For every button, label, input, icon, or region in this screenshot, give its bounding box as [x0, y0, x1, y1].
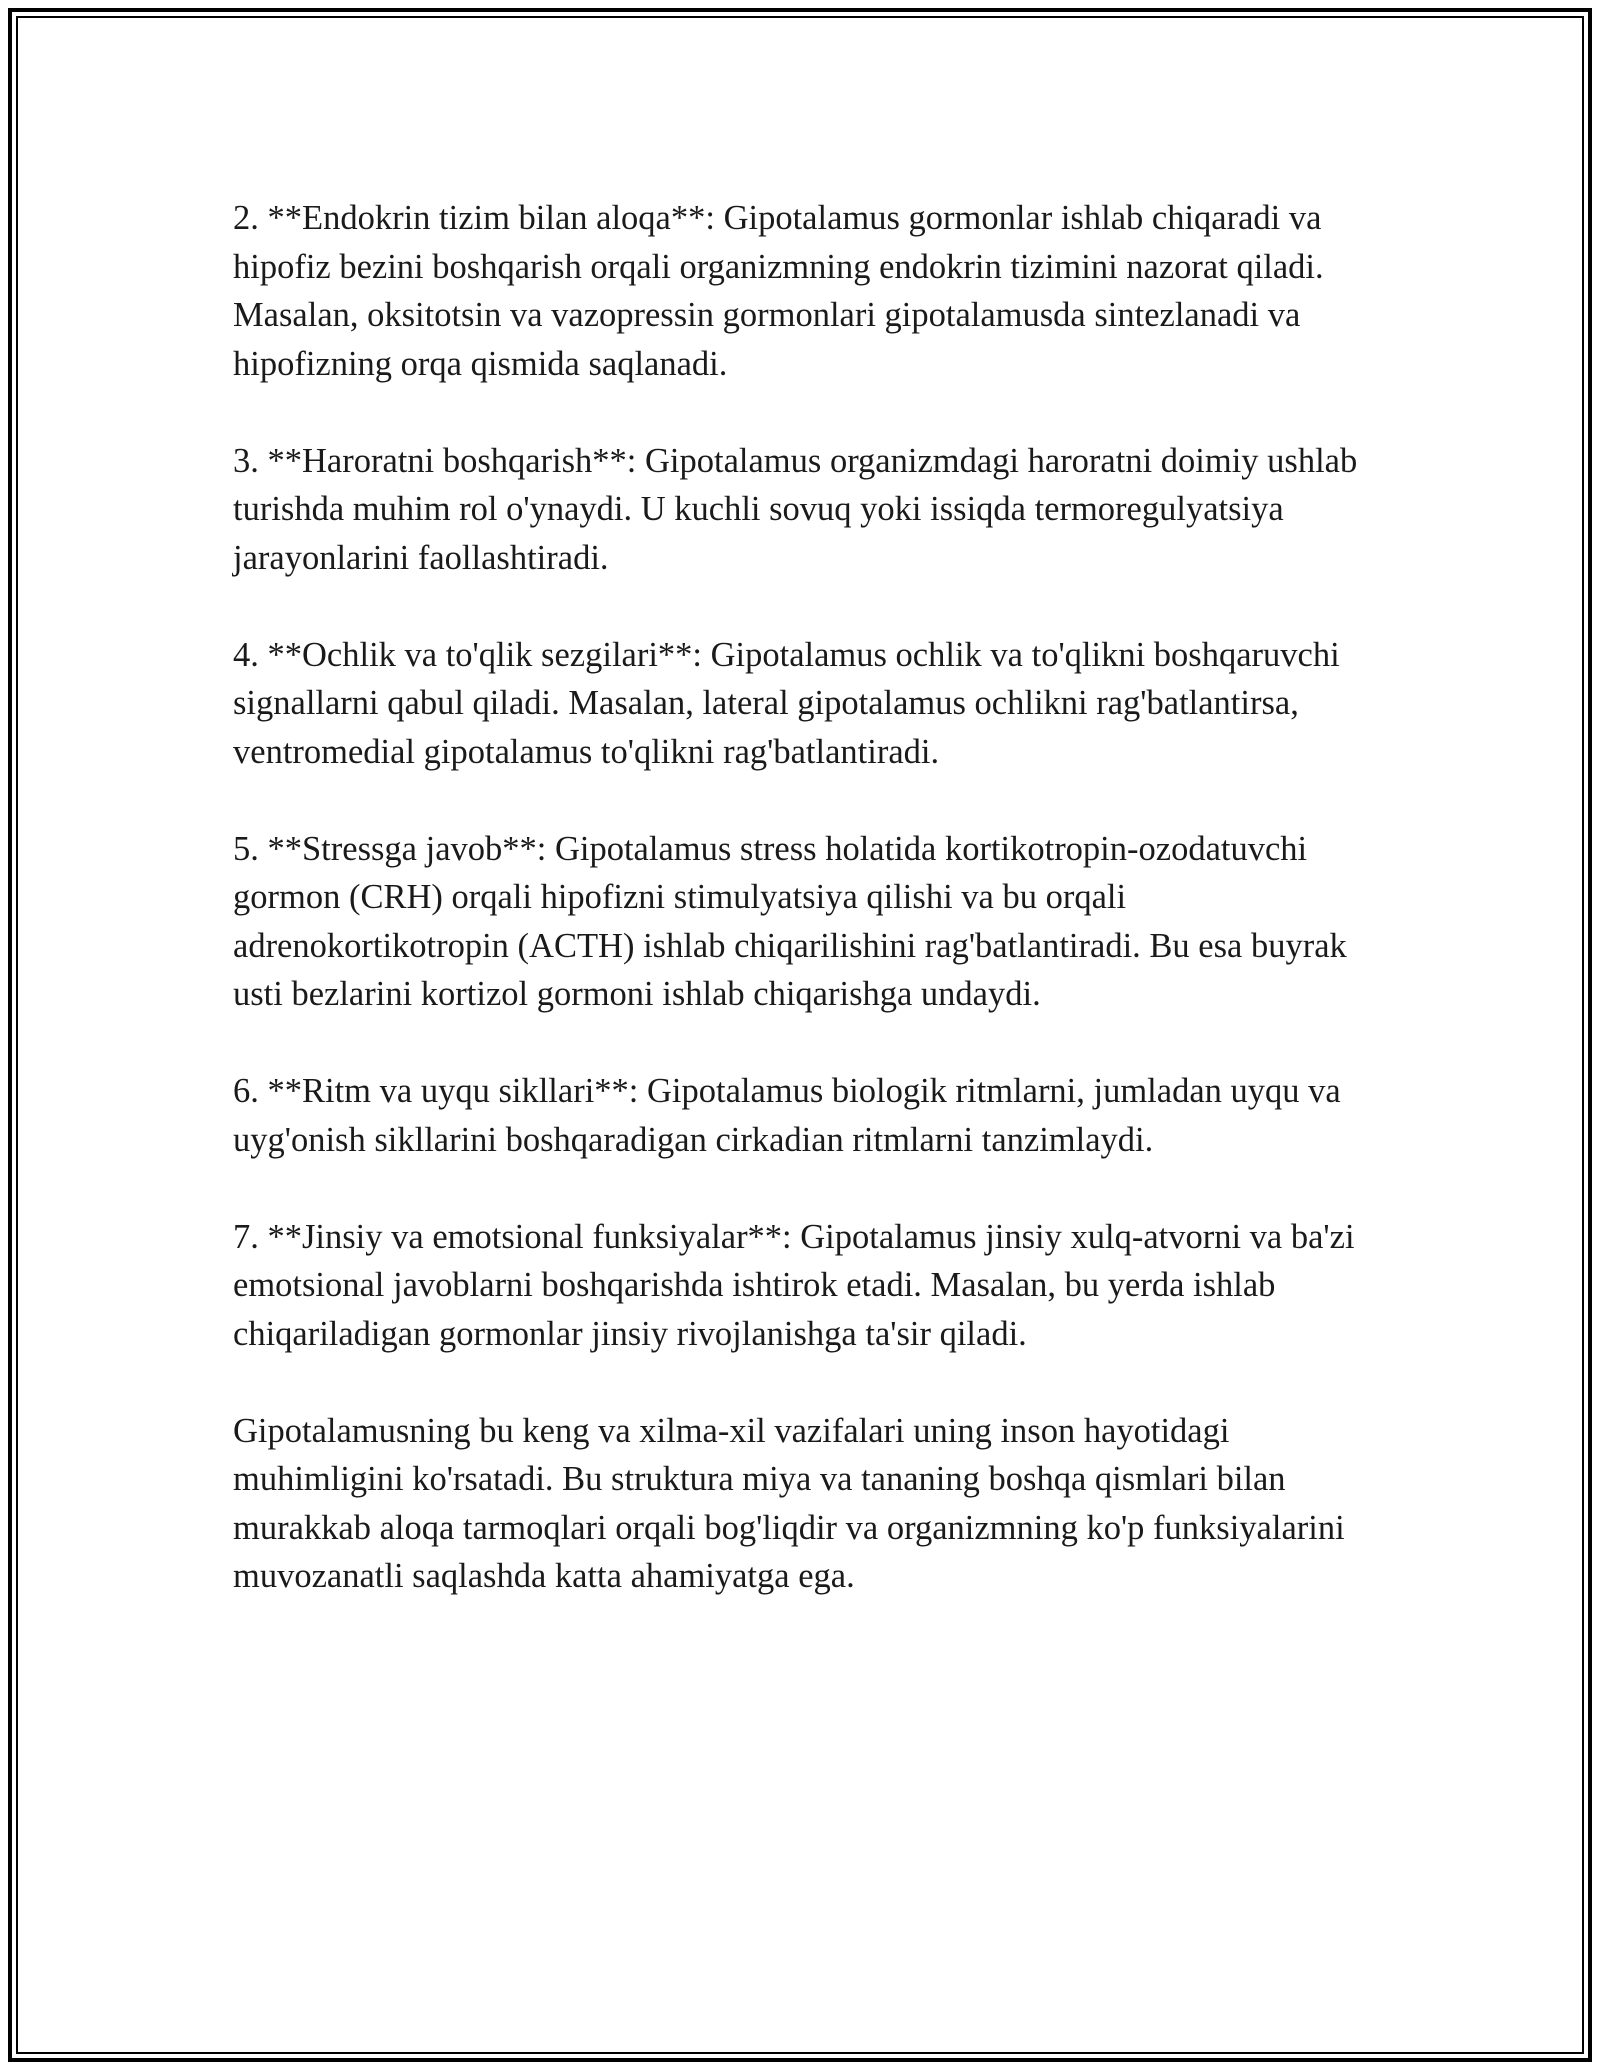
document-page [8, 8, 1592, 2062]
document-body [233, 194, 1383, 1649]
paragraph-endocrine: 2. **Endokrin tizim bilan aloqa**: Gipotalamus gormonlar ishlab chiqaradi va hipofiz bezini boshqarish orqali organizmning endokrin tizimini nazorat qiladi. Masalan, oksitotsin va vazopressin gormonlari gipotalamusda sintezlanadi va hipofizning orqa qismida saqlanadi. [233, 199, 1324, 383]
paragraph-sexual-emotional: 7. **Jinsiy va emotsional funksiyalar**: Gipotalamus jinsiy xulq-atvorni va ba'zi emotsional javoblarni boshqarishda ishtirok etadi. Masalan, bu yerda ishlab chiqariladigan gormonlar jinsiy rivojlanishga ta'sir qiladi. [233, 1217, 1355, 1353]
paragraph-temperature: 3. **Haroratni boshqarish**: Gipotalamus organizmdagi haroratni doimiy ushlab turishda muhim rol o'ynaydi. U kuchli sovuq yoki issiqda termoregulyatsiya jarayonlarini faollashtiradi. [233, 441, 1358, 577]
paragraph-stress-response: 5. **Stressga javob**: Gipotalamus stress holatida kortikotropin-ozodatuvchi gormon (CRH) orqali hipofizni stimulyatsiya qilishi va bu orqali adrenokortikotropin (ACTH) ishlab chiqarilishini rag'batlantiradi. Bu esa buyrak usti bezlarini kortizol gormoni ishlab chiqarishga undaydi. [233, 829, 1347, 1013]
paragraph-conclusion: Gipotalamusning bu keng va xilma-xil vazifalari uning inson hayotidagi muhimligini ko'rsatadi. Bu struktura miya va tananing boshqa qismlari bilan murakkab aloqa tarmoqlari orqali bog'liqdir va organizmning ko'p funksiyalarini muvozanatli saqlashda katta ahamiyatga ega. [233, 1411, 1345, 1595]
paragraph-hunger-satiety: 4. **Ochlik va to'qlik sezgilari**: Gipotalamus ochlik va to'qlikni boshqaruvchi signallarni qabul qiladi. Masalan, lateral gipotalamus ochlikni rag'batlantirsa, ventromedial gipotalamus to'qlikni rag'batlantiradi. [233, 635, 1340, 771]
paragraph-sleep-rhythm: 6. **Ritm va uyqu sikllari**: Gipotalamus biologik ritmlarni, jumladan uyqu va uyg'onish sikllarini boshqaradigan cirkadian ritmlarni tanzimlaydi. [233, 1072, 1341, 1159]
